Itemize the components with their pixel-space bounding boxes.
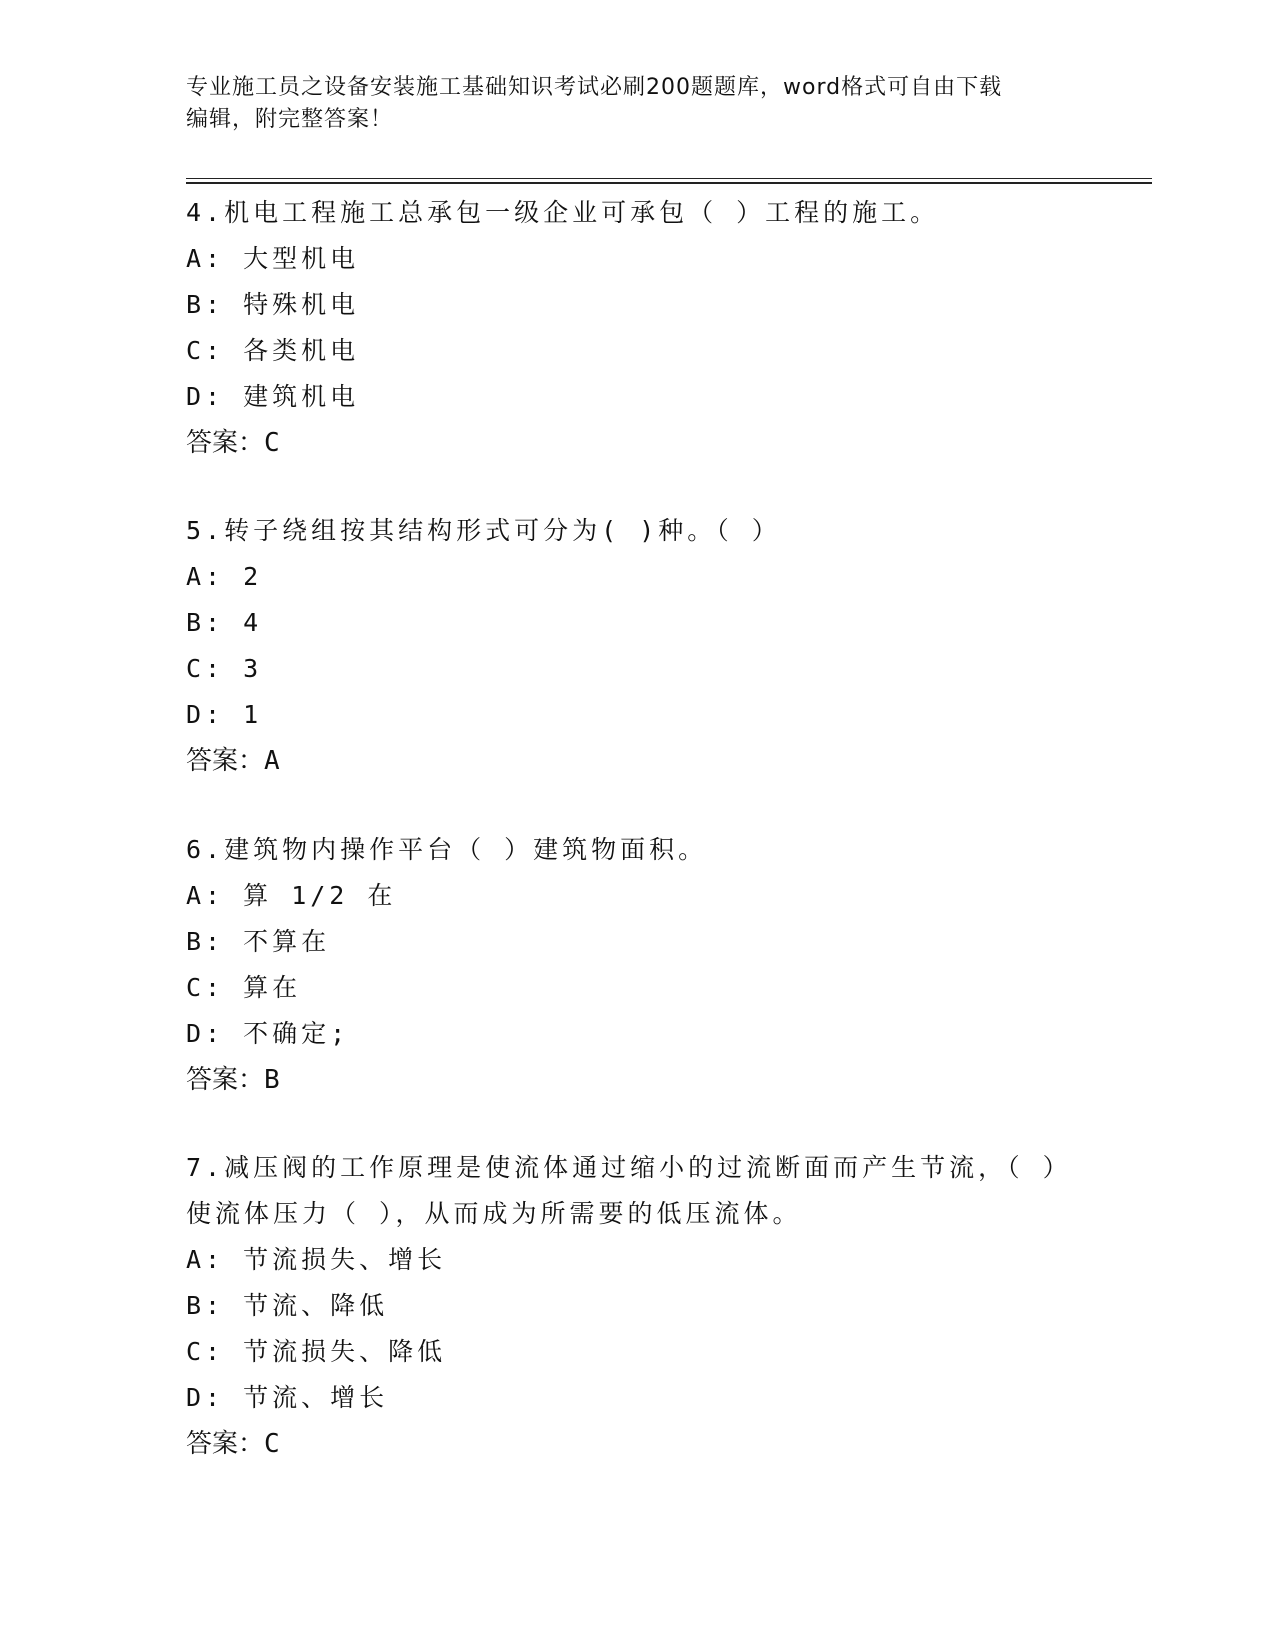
header-line-2: 编辑，附完整答案！ — [186, 107, 394, 132]
answer-value: A — [264, 746, 280, 776]
option-c: C: 节流损失、降低 — [186, 1337, 447, 1366]
header-divider-thick — [186, 182, 1152, 184]
option-a: A: 大型机电 — [186, 244, 360, 273]
answer-line — [186, 738, 1152, 784]
answer-value: B — [264, 1065, 280, 1095]
header-divider-thin — [186, 178, 1152, 179]
answer-label: 答案： — [186, 1065, 265, 1095]
answer-value: C — [264, 428, 280, 458]
question-stem: 5.转子绕组按其结构形式可分为( )种。（ ） — [186, 516, 781, 545]
option-d: D: 节流、增长 — [186, 1383, 389, 1412]
question-stem-line-1: 7.减压阀的工作原理是使流体通过缩小的过流断面而产生节流，（ ） — [186, 1153, 1072, 1182]
answer-label: 答案： — [186, 746, 265, 776]
option-b: B: 4 — [186, 608, 263, 637]
answer-label: 答案： — [186, 428, 265, 458]
option-a: A: 节流损失、增长 — [186, 1245, 447, 1274]
answer-label: 答案： — [186, 1429, 265, 1459]
question-stem: 4.机电工程施工总承包一级企业可承包（ ）工程的施工。 — [186, 198, 940, 227]
question-block-4 — [186, 190, 1152, 466]
answer-value: C — [264, 1429, 280, 1459]
option-a: A: 2 — [186, 562, 263, 591]
question-stem: 6.建筑物内操作平台（ ）建筑物面积。 — [186, 835, 708, 864]
option-c: C: 各类机电 — [186, 336, 360, 365]
answer-line — [186, 1421, 1152, 1467]
option-c: C: 3 — [186, 654, 263, 683]
question-block-6 — [186, 827, 1152, 1103]
answer-line — [186, 420, 1152, 466]
header-line-1: 专业施工员之设备安装施工基础知识考试必刷200题题库，word格式可自由下载 — [186, 75, 1003, 100]
document-header — [186, 72, 1066, 136]
option-d: D: 建筑机电 — [186, 382, 360, 411]
question-stem-line-2: 使流体压力（ ），从而成为所需要的低压流体。 — [186, 1199, 802, 1228]
question-block-7 — [186, 1145, 1152, 1467]
answer-line — [186, 1057, 1152, 1103]
option-b: B: 特殊机电 — [186, 290, 360, 319]
option-d: D: 不确定; — [186, 1019, 350, 1048]
question-block-5 — [186, 508, 1152, 784]
option-d: D: 1 — [186, 700, 263, 729]
option-a: A: 算 1/2 在 — [186, 881, 397, 910]
option-b: B: 节流、降低 — [186, 1291, 389, 1320]
option-b: B: 不算在 — [186, 927, 331, 956]
option-c: C: 算在 — [186, 973, 302, 1002]
